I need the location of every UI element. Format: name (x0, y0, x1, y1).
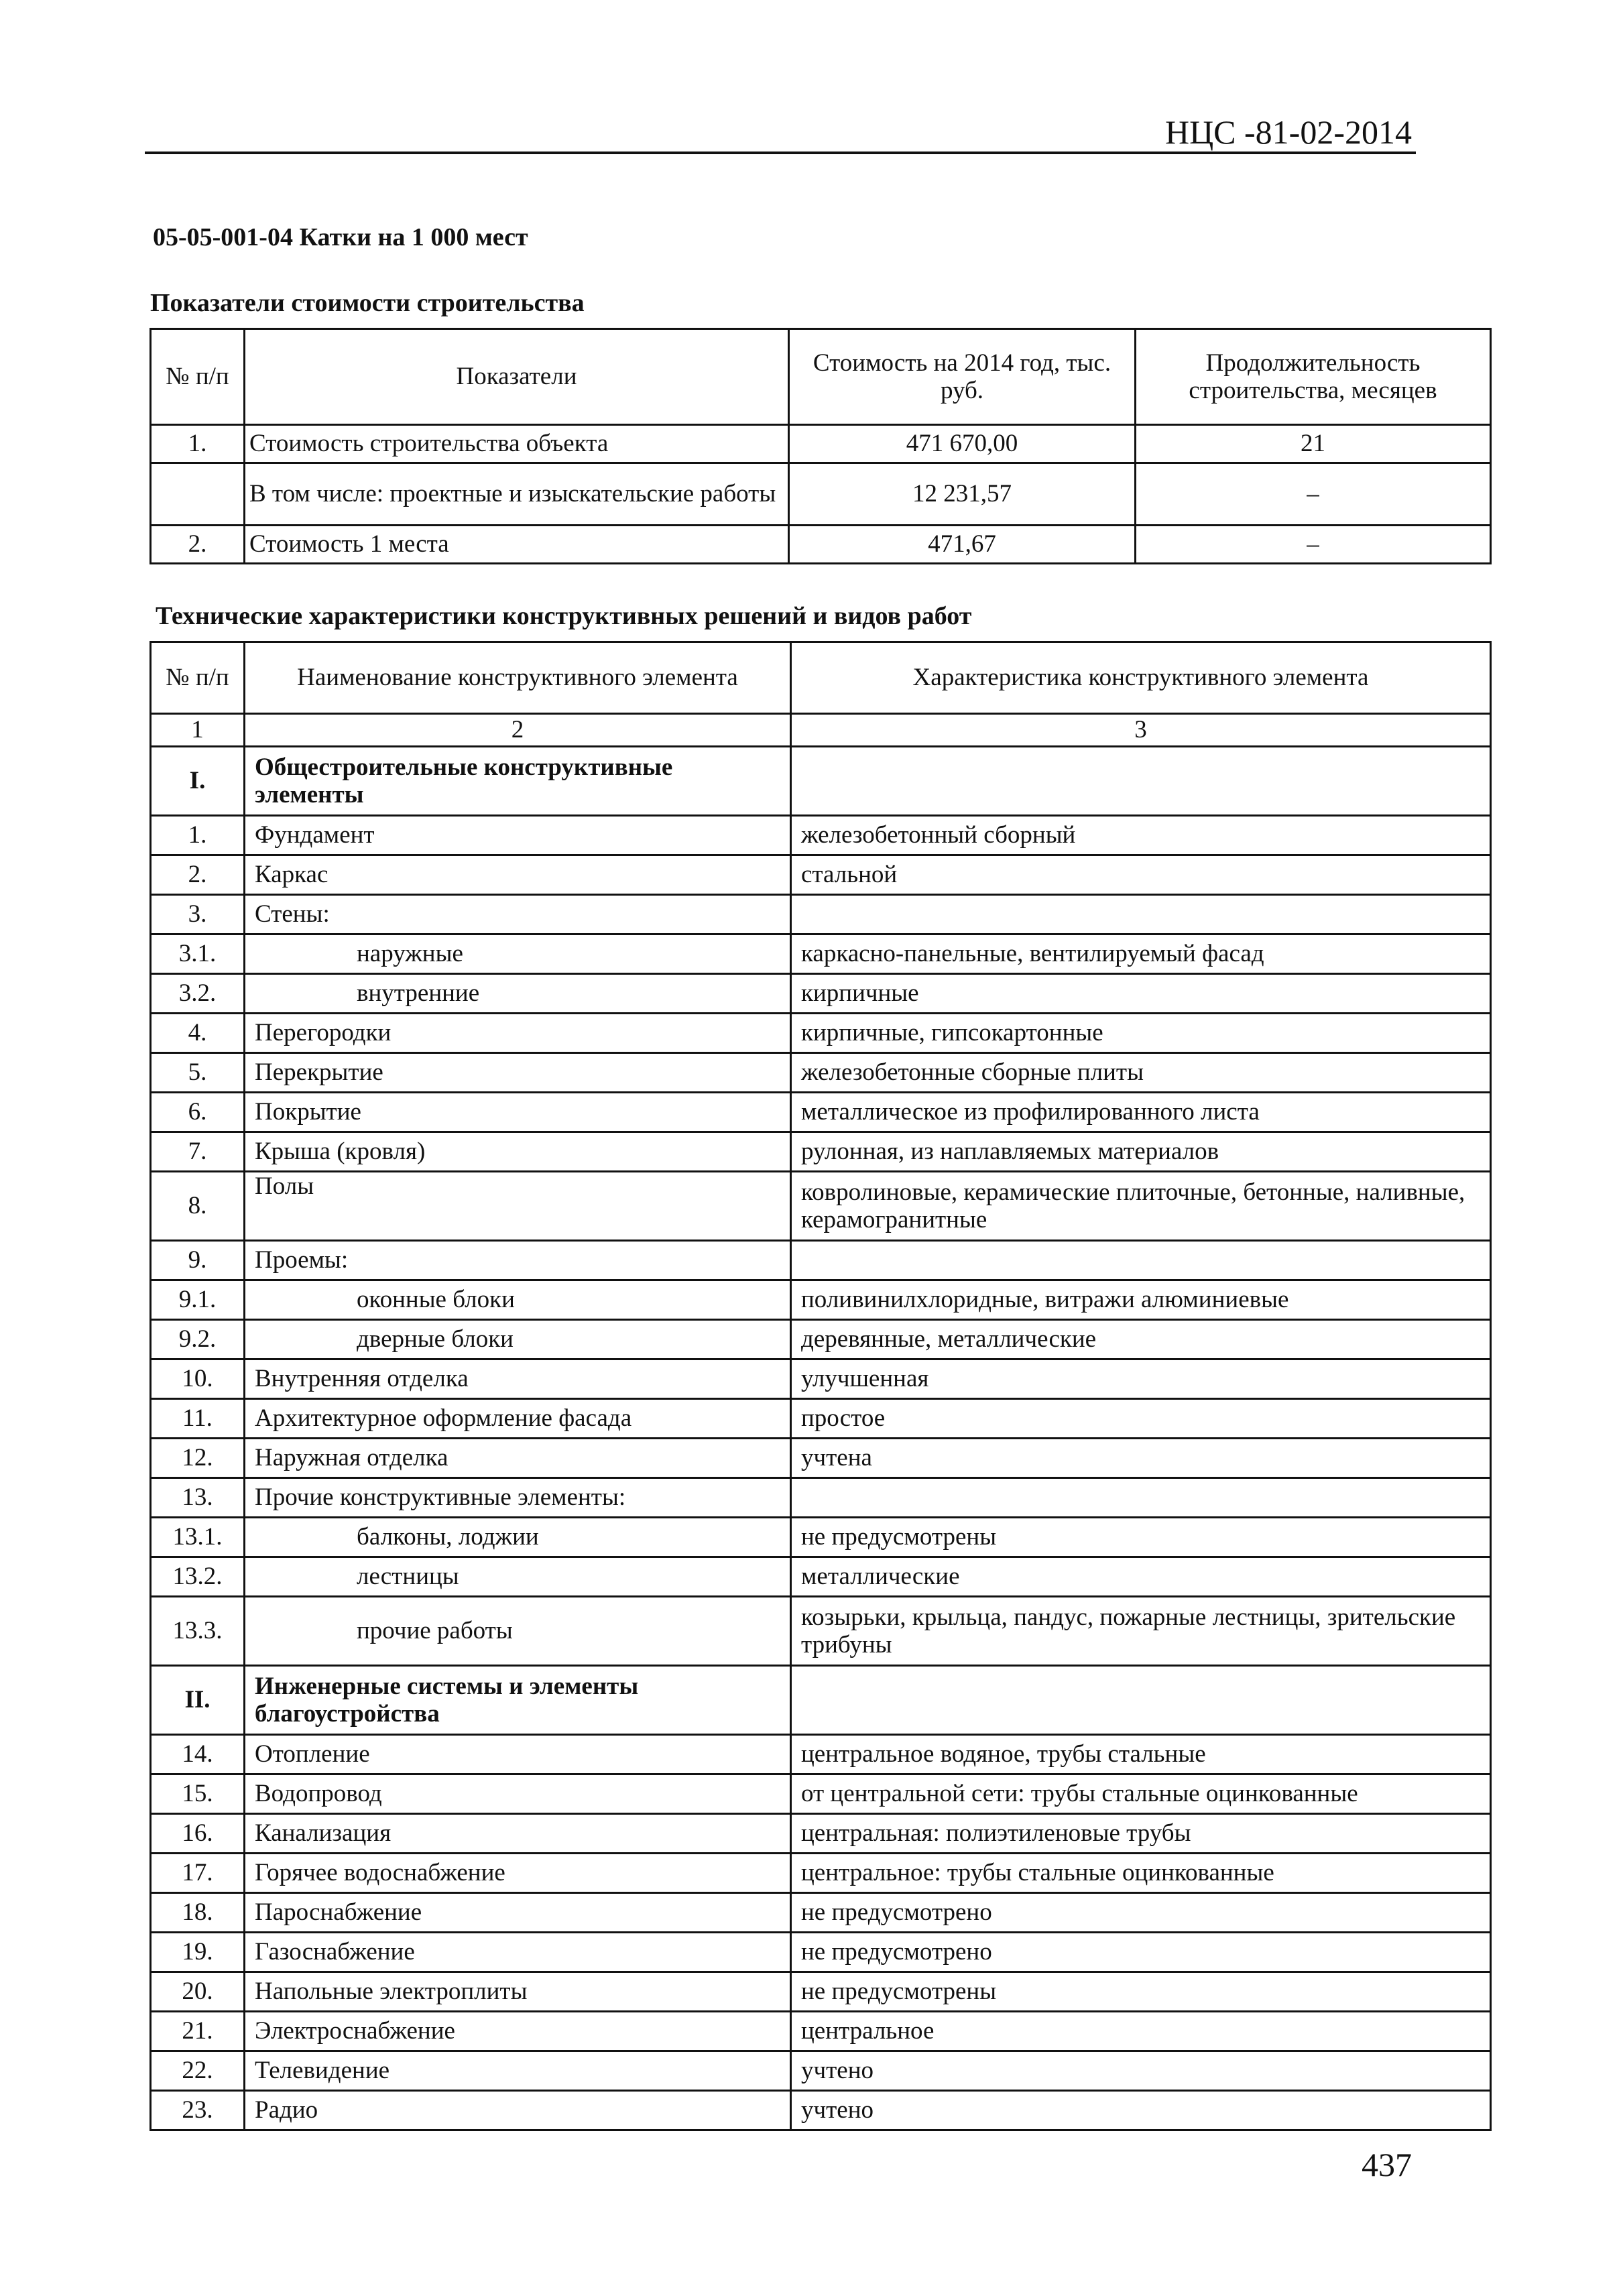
row-name: Отопление (245, 1735, 791, 1774)
row-name: Инженерные системы и элементы благоустройства (245, 1666, 791, 1735)
tech-table-header-row (151, 642, 1491, 714)
column-number: 3 (791, 714, 1491, 747)
row-num: 3.1. (151, 934, 245, 974)
row-num (151, 463, 245, 526)
row-indicator: В том числе: проектные и изыскательские работы (245, 463, 789, 526)
row-name: Каркас (245, 855, 791, 895)
table-row (151, 816, 1491, 855)
row-num: 9.2. (151, 1320, 245, 1360)
row-name: Наружная отделка (245, 1439, 791, 1478)
table-row (151, 934, 1491, 974)
row-num: 16. (151, 1814, 245, 1854)
row-characteristic: учтена (791, 1439, 1491, 1478)
row-name: Радио (245, 2091, 791, 2130)
row-name: прочие работы (245, 1597, 791, 1666)
row-num: 2. (151, 855, 245, 895)
tech-table (149, 641, 1492, 2131)
row-num: 10. (151, 1360, 245, 1399)
row-characteristic: не предусмотрены (791, 1518, 1491, 1557)
row-characteristic: центральное водяное, трубы стальные (791, 1735, 1491, 1774)
row-name: Покрытие (245, 1093, 791, 1132)
row-num: 13.3. (151, 1597, 245, 1666)
header-indicator: Показатели (245, 329, 789, 425)
row-characteristic: не предусмотрено (791, 1933, 1491, 1972)
row-num: 1. (151, 816, 245, 855)
row-name: Общестроительные конструктивные элементы (245, 747, 791, 816)
cost-table (149, 328, 1492, 564)
table-row (151, 1172, 1491, 1241)
row-characteristic (791, 1241, 1491, 1280)
row-characteristic: центральное (791, 2012, 1491, 2051)
row-num: 9. (151, 1241, 245, 1280)
table-row (151, 1241, 1491, 1280)
row-num: 19. (151, 1933, 245, 1972)
row-num: 5. (151, 1053, 245, 1093)
row-characteristic: железобетонный сборный (791, 816, 1491, 855)
table-row (151, 1814, 1491, 1854)
document-code: НЦС -81-02-2014 (1164, 113, 1412, 151)
row-name: Крыша (кровля) (245, 1132, 791, 1172)
row-num: 21. (151, 2012, 245, 2051)
tech-table-body (151, 747, 1491, 2130)
table-row (151, 1972, 1491, 2012)
row-characteristic: кирпичные, гипсокартонные (791, 1014, 1491, 1053)
row-num: 4. (151, 1014, 245, 1053)
row-characteristic: ковролиновые, керамические плиточные, бетонные, наливные, керамогранитные (791, 1172, 1491, 1241)
header-name: Наименование конструктивного элемента (245, 642, 791, 714)
row-characteristic: центральная: полиэтиленовые трубы (791, 1814, 1491, 1854)
row-name: Пароснабжение (245, 1893, 791, 1933)
row-num: 15. (151, 1774, 245, 1814)
row-name: лестницы (245, 1557, 791, 1597)
row-name: внутренние (245, 974, 791, 1014)
row-name: Внутренняя отделка (245, 1360, 791, 1399)
table-row (151, 526, 1491, 564)
row-characteristic (791, 1478, 1491, 1518)
row-num: 20. (151, 1972, 245, 2012)
row-num: 23. (151, 2091, 245, 2130)
column-number-row (151, 714, 1491, 747)
row-num: I. (151, 747, 245, 816)
table-row (151, 463, 1491, 526)
row-characteristic: каркасно-панельные, вентилируемый фасад (791, 934, 1491, 974)
table-row (151, 1280, 1491, 1320)
tech-table-title: Технические характеристики конструктивных решений и видов работ (156, 602, 972, 630)
row-cost: 471 670,00 (789, 425, 1136, 463)
column-number: 1 (151, 714, 245, 747)
row-characteristic: кирпичные (791, 974, 1491, 1014)
row-characteristic: рулонная, из наплавляемых материалов (791, 1132, 1491, 1172)
row-name: Горячее водоснабжение (245, 1854, 791, 1893)
table-row (151, 1360, 1491, 1399)
row-characteristic: от центральной сети: трубы стальные оцинкованные (791, 1774, 1491, 1814)
row-name: Водопровод (245, 1774, 791, 1814)
row-name: Канализация (245, 1814, 791, 1854)
row-num: 1. (151, 425, 245, 463)
row-duration: – (1136, 526, 1491, 564)
column-number: 2 (245, 714, 791, 747)
table-row (151, 1093, 1491, 1132)
row-num: II. (151, 1666, 245, 1735)
row-num: 17. (151, 1854, 245, 1893)
table-row (151, 2012, 1491, 2051)
table-row (151, 1053, 1491, 1093)
row-characteristic (791, 895, 1491, 934)
row-characteristic: не предусмотрены (791, 1972, 1491, 2012)
table-row (151, 1399, 1491, 1439)
row-indicator: Стоимость 1 места (245, 526, 789, 564)
row-characteristic (791, 1666, 1491, 1735)
row-num: 3. (151, 895, 245, 934)
row-characteristic: поливинилхлоридные, витражи алюминиевые (791, 1280, 1491, 1320)
table-row (151, 855, 1491, 895)
row-num: 14. (151, 1735, 245, 1774)
row-num: 18. (151, 1893, 245, 1933)
row-name: Перегородки (245, 1014, 791, 1053)
row-num: 13. (151, 1478, 245, 1518)
row-name: балконы, лоджии (245, 1518, 791, 1557)
row-characteristic: козырьки, крыльца, пандус, пожарные лестницы, зрительские трибуны (791, 1597, 1491, 1666)
page-number: 437 (1362, 2146, 1412, 2183)
table-row (151, 1933, 1491, 1972)
table-row (151, 1439, 1491, 1478)
row-num: 22. (151, 2051, 245, 2091)
row-characteristic (791, 747, 1491, 816)
row-num: 13.1. (151, 1518, 245, 1557)
table-row (151, 1478, 1491, 1518)
header-num: № п/п (151, 642, 245, 714)
row-name: Напольные электроплиты (245, 1972, 791, 2012)
header-cost: Стоимость на 2014 год, тыс. руб. (789, 329, 1136, 425)
row-characteristic: учтено (791, 2091, 1491, 2130)
table-row (151, 1014, 1491, 1053)
row-name: Перекрытие (245, 1053, 791, 1093)
row-num: 6. (151, 1093, 245, 1132)
table-row (151, 1132, 1491, 1172)
row-duration: – (1136, 463, 1491, 526)
row-characteristic: центральное: трубы стальные оцинкованные (791, 1854, 1491, 1893)
row-cost: 471,67 (789, 526, 1136, 564)
table-row (151, 747, 1491, 816)
row-name: Телевидение (245, 2051, 791, 2091)
table-row (151, 1320, 1491, 1360)
cost-table-title: Показатели стоимости строительства (150, 289, 585, 317)
cost-table-header-row (151, 329, 1491, 425)
table-row (151, 1735, 1491, 1774)
row-num: 11. (151, 1399, 245, 1439)
row-name: Проемы: (245, 1241, 791, 1280)
table-row (151, 974, 1491, 1014)
row-characteristic: деревянные, металлические (791, 1320, 1491, 1360)
header-divider (145, 152, 1416, 154)
row-characteristic: металлическое из профилированного листа (791, 1093, 1491, 1132)
row-num: 7. (151, 1132, 245, 1172)
table-row (151, 1893, 1491, 1933)
header-duration: Продолжительность строительства, месяцев (1136, 329, 1491, 425)
row-name: Стены: (245, 895, 791, 934)
table-row (151, 1666, 1491, 1735)
row-characteristic: учтено (791, 2051, 1491, 2091)
row-duration: 21 (1136, 425, 1491, 463)
row-characteristic: стальной (791, 855, 1491, 895)
row-name: дверные блоки (245, 1320, 791, 1360)
section-title: 05-05-001-04 Катки на 1 000 мест (153, 223, 528, 251)
row-num: 2. (151, 526, 245, 564)
row-name: наружные (245, 934, 791, 974)
row-num: 13.2. (151, 1557, 245, 1597)
row-characteristic: улучшенная (791, 1360, 1491, 1399)
table-row (151, 1557, 1491, 1597)
row-name: Прочие конструктивные элементы: (245, 1478, 791, 1518)
header-num: № п/п (151, 329, 245, 425)
table-row (151, 425, 1491, 463)
row-num: 9.1. (151, 1280, 245, 1320)
row-characteristic: металлические (791, 1557, 1491, 1597)
row-characteristic: простое (791, 1399, 1491, 1439)
table-row (151, 1854, 1491, 1893)
table-row (151, 1518, 1491, 1557)
table-row (151, 1774, 1491, 1814)
row-num: 3.2. (151, 974, 245, 1014)
table-row (151, 1597, 1491, 1666)
row-name: Газоснабжение (245, 1933, 791, 1972)
row-num: 8. (151, 1172, 245, 1241)
row-name: оконные блоки (245, 1280, 791, 1320)
header-characteristic: Характеристика конструктивного элемента (791, 642, 1491, 714)
row-indicator: Стоимость строительства объекта (245, 425, 789, 463)
row-name: Электроснабжение (245, 2012, 791, 2051)
row-name: Фундамент (245, 816, 791, 855)
row-characteristic: железобетонные сборные плиты (791, 1053, 1491, 1093)
table-row (151, 2091, 1491, 2130)
row-name: Полы (245, 1172, 791, 1241)
table-row (151, 2051, 1491, 2091)
row-name: Архитектурное оформление фасада (245, 1399, 791, 1439)
row-characteristic: не предусмотрено (791, 1893, 1491, 1933)
row-num: 12. (151, 1439, 245, 1478)
row-cost: 12 231,57 (789, 463, 1136, 526)
table-row (151, 895, 1491, 934)
